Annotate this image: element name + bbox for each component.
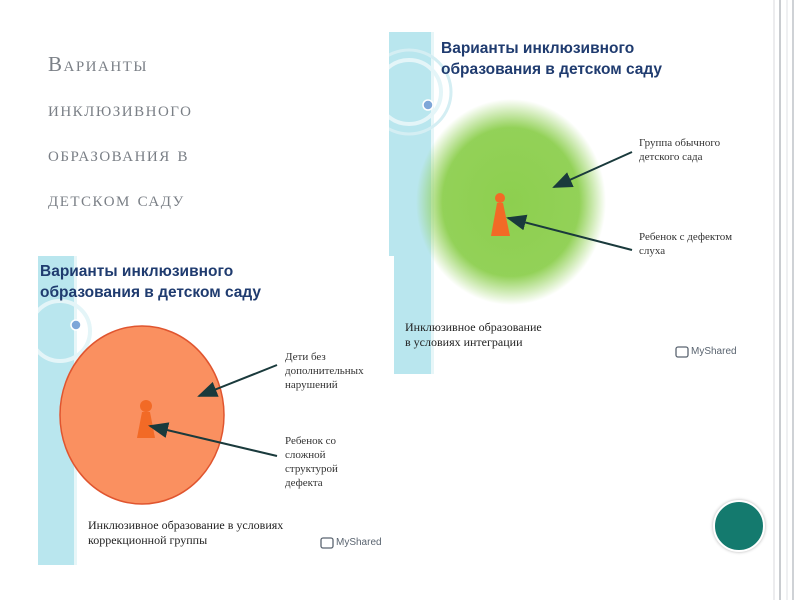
slide-nav-button[interactable] xyxy=(713,500,765,552)
panel-title-line: образования в детском саду xyxy=(40,284,262,301)
slide-title xyxy=(48,42,348,222)
watermark-text: MyShared xyxy=(336,537,382,548)
correction-image xyxy=(38,256,394,565)
slide-title-line: инклюзивного xyxy=(48,97,193,121)
group-label: Группа обычного детского сада xyxy=(639,137,721,163)
myshared-logo-icon xyxy=(321,538,333,548)
caption-line: Инклюзивное образование xyxy=(405,320,542,334)
group-label: Дети без дополнительных нарушений xyxy=(285,351,364,391)
panel-title-line: Варианты инклюзивного xyxy=(441,40,635,57)
myshared-logo-icon xyxy=(676,347,688,357)
integration-image xyxy=(389,32,750,374)
watermark-text: MyShared xyxy=(691,346,737,357)
panel-title xyxy=(40,261,261,303)
caption-line: Инклюзивное образование в условиях xyxy=(88,518,284,532)
slide-border-right xyxy=(770,0,800,600)
decor-dot xyxy=(423,100,433,110)
panel-title-line: образования в детском саду xyxy=(441,61,663,78)
caption-line: коррекционной группы xyxy=(88,533,208,547)
slide-title-line: образования в xyxy=(48,142,189,166)
panel-title xyxy=(441,38,662,80)
panel-title-line: Варианты инклюзивного xyxy=(40,263,234,280)
slide-title-line: детском саду xyxy=(48,187,185,211)
child-label: Ребенок с дефектом слуха xyxy=(639,231,733,257)
caption-line: в условиях интеграции xyxy=(405,335,523,349)
group-circle xyxy=(416,99,606,305)
child-label: Ребенок со сложной структурой дефекта xyxy=(285,435,338,489)
panel-caption xyxy=(405,320,542,350)
decor-dot xyxy=(71,320,81,330)
panel-caption xyxy=(88,518,283,548)
slide-title-line: Варианты xyxy=(48,52,148,76)
